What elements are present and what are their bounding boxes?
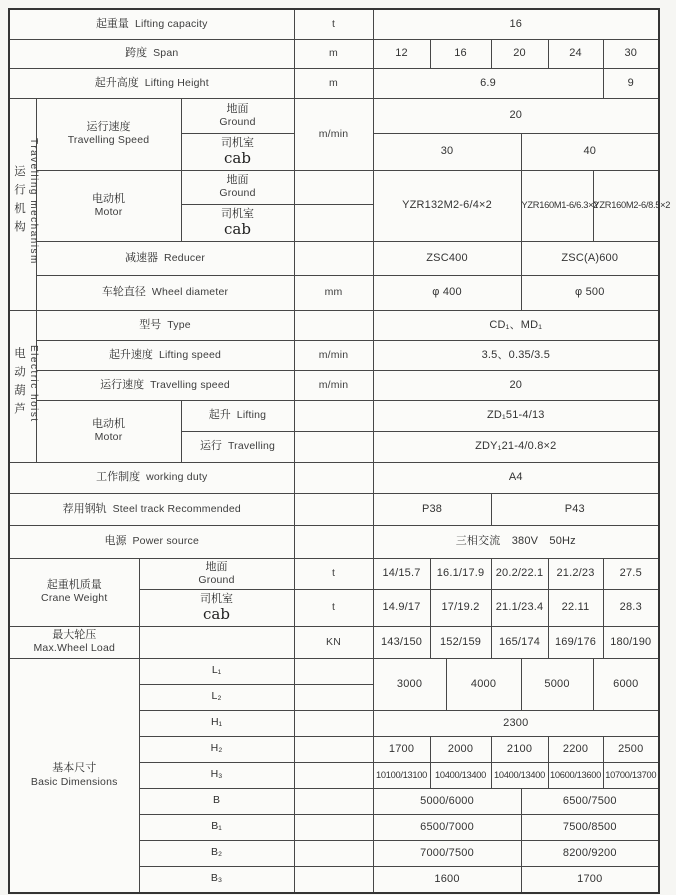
max-wheel-load-v4: 169/176 [548, 626, 603, 658]
dim-b1-sublabel: B₁ [139, 814, 294, 840]
max-wheel-load-v3: 165/174 [491, 626, 548, 658]
electric-hoist-vertical-text: 电动葫芦 Electric hoist [12, 345, 39, 423]
hoist-motor-travelling-sublabel: 运行 Travelling [181, 431, 294, 462]
row-hoist-travelling-speed [9, 370, 659, 400]
lifting-capacity-label-zh: 起重量 [95, 17, 129, 30]
dim-h1-unit [294, 710, 373, 736]
dim-b1-unit [294, 814, 373, 840]
row-span [9, 39, 659, 68]
lifting-height-unit: m [294, 68, 373, 98]
dim-b2-v2: 8200/9200 [521, 840, 659, 866]
crane-weight-cab-sublabel: 司机室 cab [139, 589, 294, 626]
span-value-16: 16 [430, 39, 491, 68]
dim-b3-v2: 1700 [521, 866, 659, 893]
dim-b2-unit [294, 840, 373, 866]
row-crane-weight-ground [9, 558, 659, 589]
row-max-wheel-load [9, 626, 659, 658]
span-label: 跨度 Span [9, 39, 294, 68]
dim-h3-sublabel: H₃ [139, 762, 294, 788]
dim-h3-v2: 10400/13400 [430, 762, 491, 788]
dim-b3-unit [294, 866, 373, 893]
hoist-type-label: 型号 Type [36, 310, 294, 340]
row-steel-track [9, 493, 659, 525]
max-wheel-load-v1: 143/150 [373, 626, 430, 658]
dim-b2-sublabel: B₂ [139, 840, 294, 866]
dim-h2-v4: 2200 [548, 736, 603, 762]
section-electric-hoist [9, 310, 39, 462]
dim-b-v1: 5000/6000 [373, 788, 521, 814]
row-hoist-lifting-speed [9, 340, 659, 370]
crane-weight-ground-v2: 16.1/17.9 [430, 558, 491, 589]
row-lifting-capacity [9, 9, 659, 39]
working-duty-unit [294, 462, 373, 493]
travel-speed-cab-value-1: 30 [373, 133, 521, 170]
crane-weight-ground-v3: 20.2/22.1 [491, 558, 548, 589]
dim-l-v3: 5000 [521, 658, 593, 710]
travel-motor-label: 电动机 Motor [36, 170, 181, 241]
dim-h1-value: 2300 [373, 710, 659, 736]
max-wheel-load-v2: 152/159 [430, 626, 491, 658]
crane-weight-ground-sublabel: 地面 Ground [139, 558, 294, 589]
dim-l2-unit [294, 684, 373, 710]
lifting-capacity-unit: t [294, 9, 373, 39]
travel-speed-ground-sublabel: 地面 Ground [181, 98, 294, 133]
dim-h2-unit [294, 736, 373, 762]
row-dim-l1 [9, 658, 659, 684]
reducer-value-1: ZSC400 [373, 241, 521, 275]
travel-speed-ground-value: 20 [373, 98, 659, 133]
travel-speed-label: 运行速度 Travelling Speed [36, 98, 181, 170]
span-value-24: 24 [548, 39, 603, 68]
reducer-label: 减速器 Reducer [36, 241, 294, 275]
crane-weight-cab-v5: 28.3 [603, 589, 659, 626]
crane-specification-table [8, 8, 671, 894]
steel-track-label: 荐用钢轨 Steel track Recommended [9, 493, 294, 525]
crane-weight-cab-v3: 21.1/23.4 [491, 589, 548, 626]
row-working-duty [9, 462, 659, 493]
row-travel-motor-ground [9, 170, 659, 204]
basic-dimensions-label: 基本尺寸 Basic Dimensions [9, 658, 139, 893]
dim-b1-v1: 6500/7000 [373, 814, 521, 840]
hoist-type-unit [294, 310, 373, 340]
travel-motor-value-3: YZR160M2-6/8.5×2 [593, 170, 659, 241]
lifting-capacity-value: 16 [373, 9, 659, 39]
dim-l1-unit [294, 658, 373, 684]
dim-b-unit [294, 788, 373, 814]
hoist-travelling-speed-label: 运行速度 Travelling speed [36, 370, 294, 400]
dim-b-v2: 6500/7500 [521, 788, 659, 814]
row-power-source [9, 525, 659, 558]
power-source-value: 三相交流 380V 50Hz [373, 525, 659, 558]
dim-h2-v2: 2000 [430, 736, 491, 762]
hoist-motor-lifting-unit [294, 400, 373, 431]
dim-h3-unit [294, 762, 373, 788]
hoist-motor-lifting-value: ZD₁51-4/13 [373, 400, 659, 431]
crane-weight-cab-v4: 22.11 [548, 589, 603, 626]
dim-l2-sublabel: L₂ [139, 684, 294, 710]
hoist-lifting-speed-unit: m/min [294, 340, 373, 370]
travel-motor-value-1: YZR132M2-6/4×2 [373, 170, 521, 241]
travel-speed-cab-value-2: 40 [521, 133, 659, 170]
travel-speed-cab-sublabel: 司机室 cab [181, 133, 294, 170]
crane-weight-cab-v1: 14.9/17 [373, 589, 430, 626]
crane-weight-cab-v2: 17/19.2 [430, 589, 491, 626]
dim-l-v4: 6000 [593, 658, 659, 710]
max-wheel-load-unit: KN [294, 626, 373, 658]
reducer-unit [294, 241, 373, 275]
dim-h3-v4: 10600/13600 [548, 762, 603, 788]
max-wheel-load-sublabel-empty [139, 626, 294, 658]
travel-motor-value-2: YZR160M1-6/6.3×2 [521, 170, 593, 241]
hoist-type-value: CD₁、MD₁ [373, 310, 659, 340]
travel-motor-ground-sublabel: 地面 Ground [181, 170, 294, 204]
span-value-12: 12 [373, 39, 430, 68]
hoist-travelling-speed-unit: m/min [294, 370, 373, 400]
dim-h3-v5: 10700/13700 [603, 762, 659, 788]
steel-track-unit [294, 493, 373, 525]
hoist-motor-travelling-unit [294, 431, 373, 462]
row-hoist-type [9, 310, 659, 340]
wheel-diameter-value-1: φ 400 [373, 275, 521, 310]
dim-l1-sublabel: L₁ [139, 658, 294, 684]
dim-h2-v3: 2100 [491, 736, 548, 762]
lifting-height-value-30m: 9 [603, 68, 659, 98]
hoist-lifting-speed-value: 3.5、0.35/3.5 [373, 340, 659, 370]
span-value-20: 20 [491, 39, 548, 68]
dim-h2-v1: 1700 [373, 736, 430, 762]
steel-track-value-1: P38 [373, 493, 491, 525]
lifting-height-label: 起升高度 Lifting Height [9, 68, 294, 98]
row-wheel-diameter [9, 275, 659, 310]
dim-h2-sublabel: H₂ [139, 736, 294, 762]
crane-weight-ground-v4: 21.2/23 [548, 558, 603, 589]
span-unit: m [294, 39, 373, 68]
dim-h2-v5: 2500 [603, 736, 659, 762]
row-lifting-height [9, 68, 659, 98]
dim-b-sublabel: B [139, 788, 294, 814]
dim-l-v2: 4000 [446, 658, 521, 710]
power-source-label: 电源 Power source [9, 525, 294, 558]
wheel-diameter-value-2: φ 500 [521, 275, 659, 310]
section-travelling-mechanism [9, 98, 39, 310]
travel-speed-unit: m/min [294, 98, 373, 170]
row-travel-speed-ground [9, 98, 659, 133]
crane-weight-ground-unit: t [294, 558, 373, 589]
row-hoist-motor-lifting [9, 400, 659, 431]
span-value-30: 30 [603, 39, 659, 68]
lifting-capacity-label-en: Lifting capacity [134, 17, 208, 30]
lifting-capacity-label [9, 9, 294, 39]
hoist-motor-lifting-sublabel: 起升 Lifting [181, 400, 294, 431]
hoist-motor-label: 电动机 Motor [36, 400, 181, 462]
travelling-mechanism-vertical-text: 运行机构 Travelling mechanism [12, 138, 39, 266]
travel-motor-unit-cab [294, 204, 373, 241]
max-wheel-load-v5: 180/190 [603, 626, 659, 658]
row-reducer [9, 241, 659, 275]
dim-h1-sublabel: H₁ [139, 710, 294, 736]
steel-track-value-2: P43 [491, 493, 659, 525]
dim-b3-sublabel: B₃ [139, 866, 294, 893]
dim-h3-v3: 10400/13400 [491, 762, 548, 788]
travel-motor-unit-ground [294, 170, 373, 204]
working-duty-value: A4 [373, 462, 659, 493]
crane-weight-ground-v1: 14/15.7 [373, 558, 430, 589]
hoist-travelling-speed-value: 20 [373, 370, 659, 400]
lifting-height-value-main: 6.9 [373, 68, 603, 98]
power-source-unit [294, 525, 373, 558]
max-wheel-load-label: 最大轮压 Max.Wheel Load [9, 626, 139, 658]
reducer-value-2: ZSC(A)600 [521, 241, 659, 275]
crane-weight-ground-v5: 27.5 [603, 558, 659, 589]
working-duty-label: 工作制度 working duty [9, 462, 294, 493]
crane-weight-label: 起重机质量 Crane Weight [9, 558, 139, 626]
hoist-motor-travelling-value: ZDY₁21-4/0.8×2 [373, 431, 659, 462]
dim-b3-v1: 1600 [373, 866, 521, 893]
wheel-diameter-unit: mm [294, 275, 373, 310]
crane-weight-cab-unit: t [294, 589, 373, 626]
dim-b1-v2: 7500/8500 [521, 814, 659, 840]
dim-l-v1: 3000 [373, 658, 446, 710]
hoist-lifting-speed-label: 起升速度 Lifting speed [36, 340, 294, 370]
dim-b2-v1: 7000/7500 [373, 840, 521, 866]
dim-h3-v1: 10100/13100 [373, 762, 430, 788]
travel-motor-cab-sublabel: 司机室 cab [181, 204, 294, 241]
wheel-diameter-label: 车轮直径 Wheel diameter [36, 275, 294, 310]
